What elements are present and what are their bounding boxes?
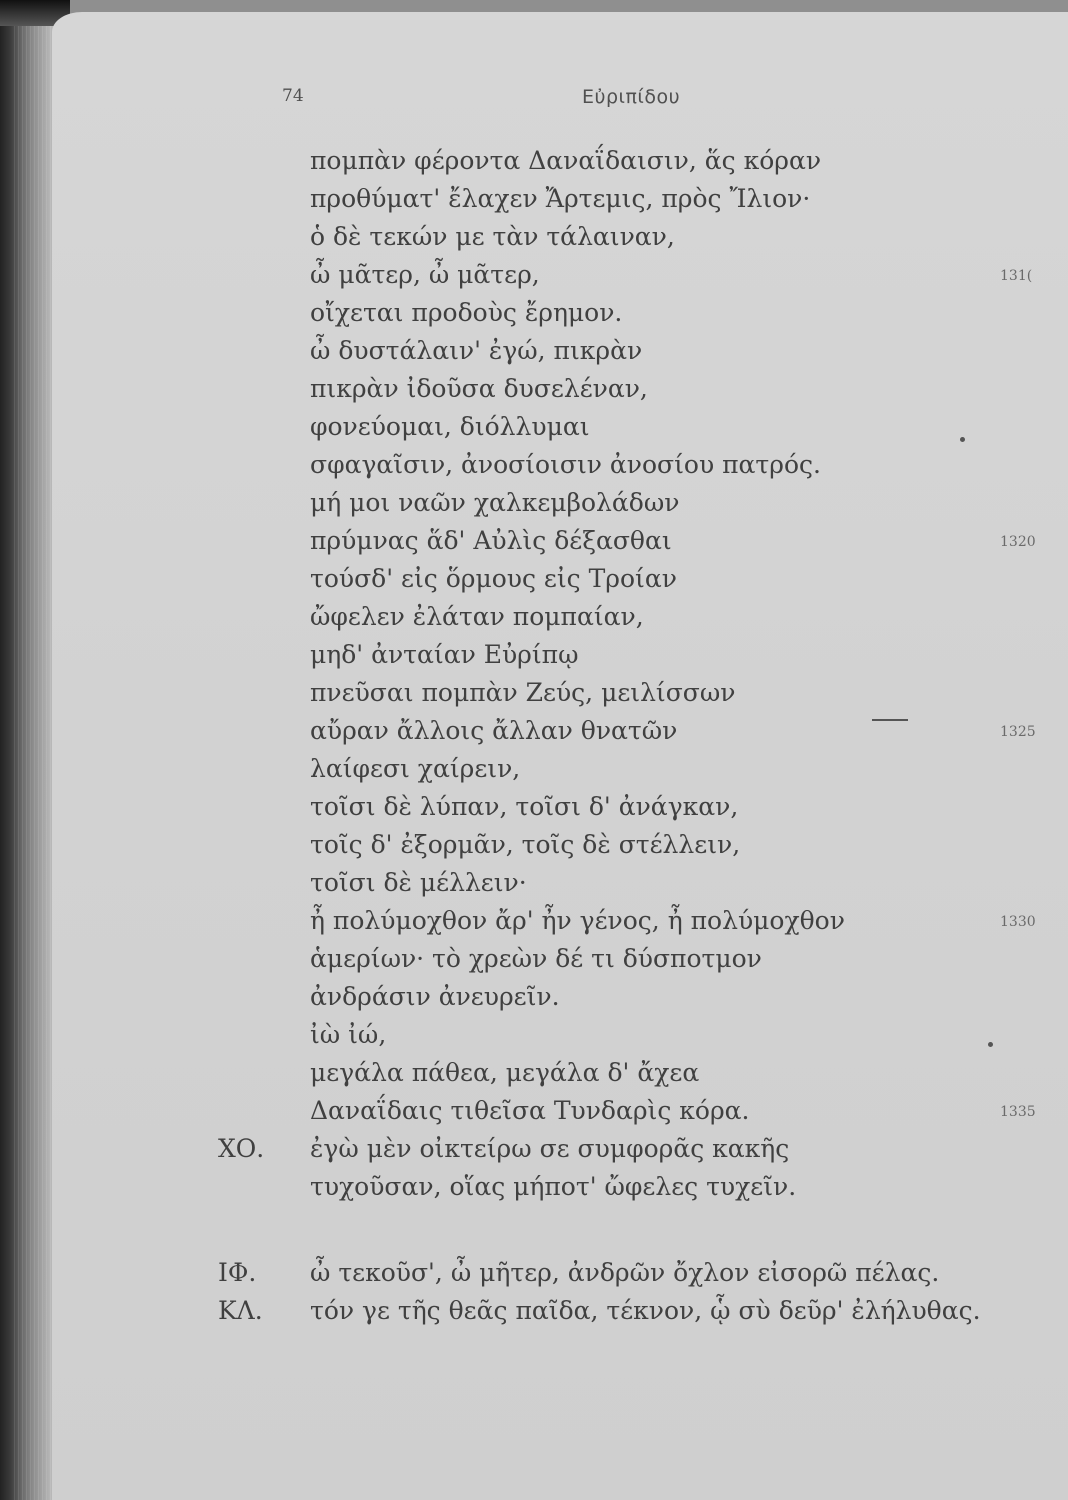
- verse-line: ἦ πολύμοχθον ἄρ' ἦν γένος, ἦ πολύμοχθον: [310, 906, 845, 935]
- verse-line: μή μοι ναῶν χαλκεμβολάδων: [310, 488, 680, 517]
- verse-line: ὤφελεν ἐλάταν πομπαίαν,: [310, 602, 644, 631]
- verse-line: πικρὰν ἰδοῦσα δυσελέναν,: [310, 374, 648, 403]
- margin-dash-mark: [872, 719, 908, 721]
- verse-line: ὦ μᾶτερ, ὦ μᾶτερ,: [310, 260, 540, 289]
- verse-line: ὦ δυστάλαιν' ἐγώ, πικρὰν: [310, 336, 643, 365]
- page-number: 74: [282, 86, 304, 106]
- verse-line: ὦ τεκοῦσ', ὦ μῆτερ, ἀνδρῶν ὄχλον εἰσορῶ πέλας.: [310, 1258, 940, 1287]
- speaker-label: ΚΛ.: [218, 1296, 263, 1325]
- verse-line: μεγάλα πάθεα, μεγάλα δ' ἄχεα: [310, 1058, 700, 1087]
- verse-line: ἰὼ ἰώ,: [310, 1020, 387, 1049]
- verse-line: φονεύομαι, διόλλυμαι: [310, 412, 590, 441]
- verse-line: προθύματ' ἔλαχεν Ἄρτεμις, πρὸς Ἴλιον·: [310, 184, 811, 213]
- verse-line: τυχοῦσαν, οἵας μήποτ' ὤφελες τυχεῖν.: [310, 1172, 797, 1201]
- verse-line: οἴχεται προδοὺς ἔρημον.: [310, 298, 623, 327]
- verse-line: αὔραν ἄλλοις ἄλλαν θνατῶν: [310, 716, 678, 745]
- verse-line: ὁ δὲ τεκών με τὰν τάλαιναν,: [310, 222, 675, 251]
- verse-line: μηδ' ἀνταίαν Εὐρίπῳ: [310, 640, 579, 669]
- speaker-label: ΙΦ.: [218, 1258, 257, 1287]
- line-number: 1330: [1000, 914, 1036, 930]
- verse-line: πρύμνας ἅδ' Αὐλὶς δέξασθαι: [310, 526, 672, 555]
- line-number: 1335: [1000, 1104, 1036, 1120]
- verse-line: πνεῦσαι πομπὰν Ζεύς, μειλίσσων: [310, 678, 736, 707]
- verse-line: Δαναΐδαις τιθεῖσα Τυνδαρὶς κόρα.: [310, 1096, 750, 1125]
- verse-line: σφαγαῖσιν, ἀνοσίοισιν ἀνοσίου πατρός.: [310, 450, 821, 479]
- line-number: 1325: [1000, 724, 1036, 740]
- verse-line: ἁμερίων· τὸ χρεὼν δέ τι δύσποτμον: [310, 944, 762, 973]
- verse-line: πομπὰν φέροντα Δαναΐδαισιν, ἅς κόραν: [310, 146, 822, 175]
- line-number: 1320: [1000, 534, 1036, 550]
- book-page: [52, 12, 1068, 1500]
- line-number: 131(: [1000, 268, 1033, 284]
- verse-line: τοῖς δ' ἐξορμᾶν, τοῖς δὲ στέλλειν,: [310, 830, 741, 859]
- ink-speck: [988, 1042, 993, 1047]
- verse-line: τοῖσι δὲ μέλλειν·: [310, 868, 527, 897]
- verse-line: τόν γε τῆς θεᾶς παῖδα, τέκνον, ᾧ σὺ δεῦρ' ἐλήλυθας.: [310, 1296, 981, 1325]
- verse-line: τοῖσι δὲ λύπαν, τοῖσι δ' ἀνάγκαν,: [310, 792, 739, 821]
- speaker-label: ΧΟ.: [218, 1134, 265, 1163]
- running-title: Εὐριπίδου: [582, 86, 681, 108]
- verse-line: τούσδ' εἰς ὅρμους εἰς Τροίαν: [310, 564, 677, 593]
- ink-speck: [960, 437, 965, 442]
- verse-line: ἐγὼ μὲν οἰκτείρω σε συμφορᾶς κακῆς: [310, 1134, 790, 1163]
- verse-line: λαίφεσι χαίρειν,: [310, 754, 521, 783]
- verse-line: ἀνδράσιν ἀνευρεῖν.: [310, 982, 560, 1011]
